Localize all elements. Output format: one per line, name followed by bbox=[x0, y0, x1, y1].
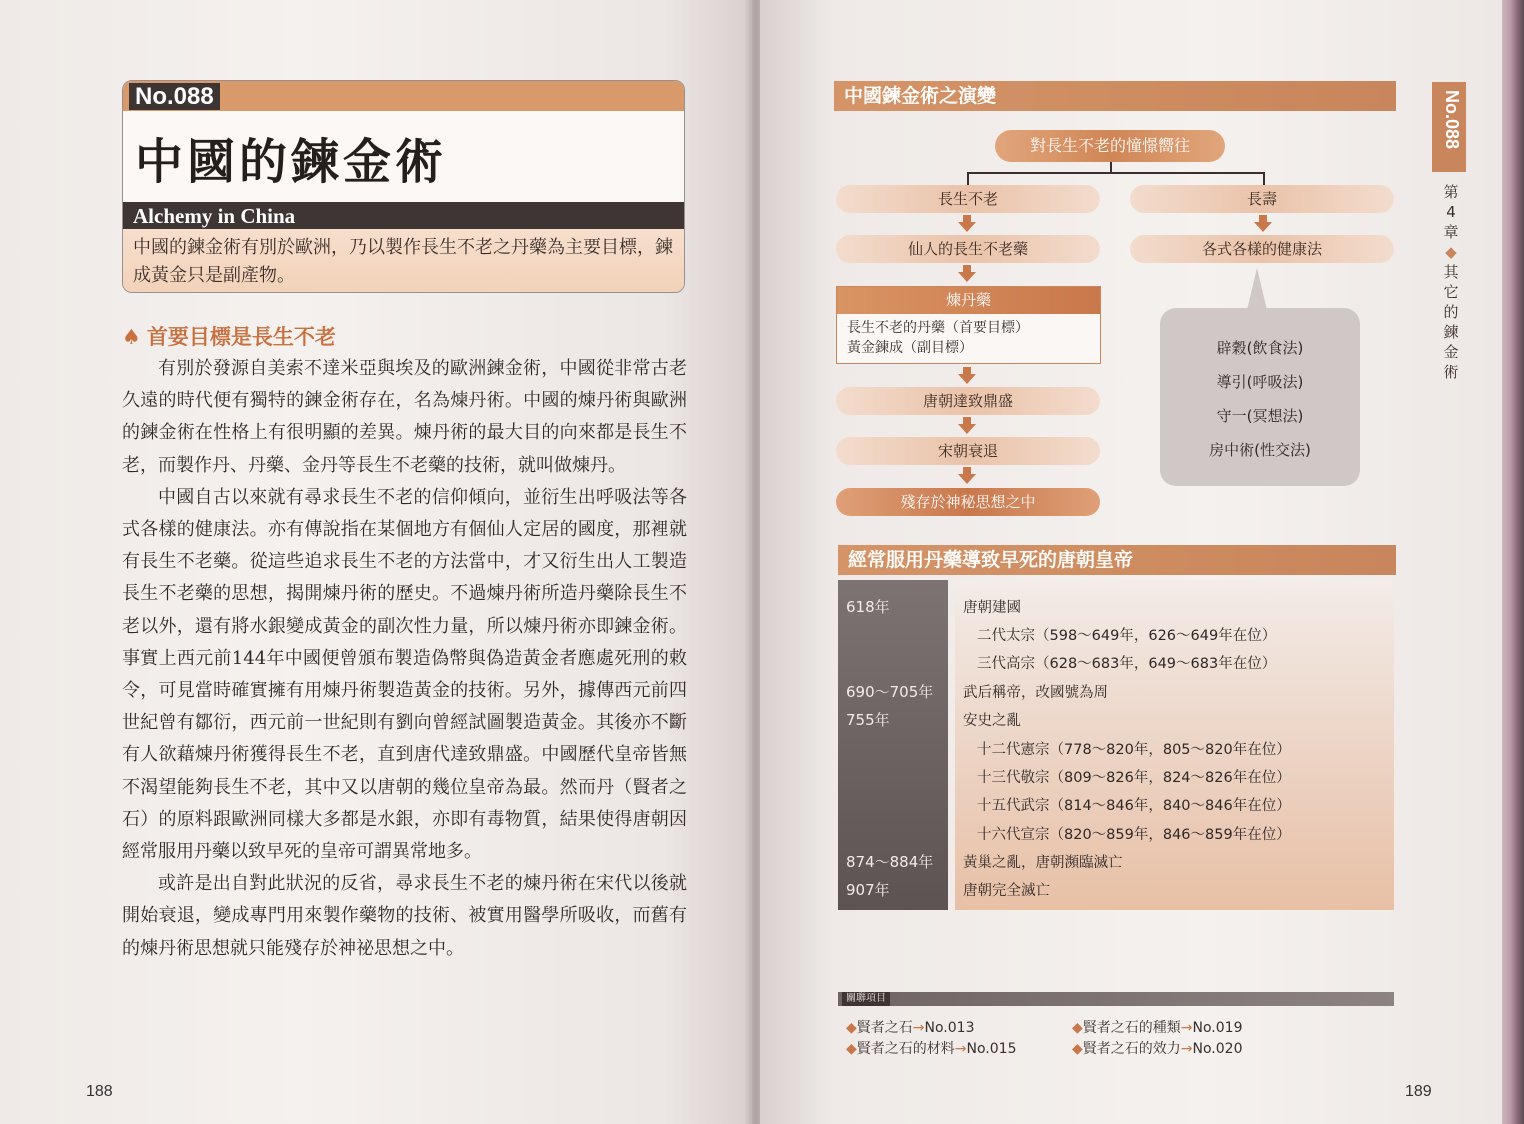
year-cell: 618年 bbox=[846, 598, 890, 616]
arrow-stem bbox=[963, 467, 971, 474]
event-cell: 十三代敬宗（809～826年，824～826年在位） bbox=[977, 770, 1291, 786]
node-tang-peak: 唐朝達致鼎盛 bbox=[836, 387, 1100, 415]
paragraph-2: 中國自古以來就有尋求長生不老的信仰傾向，並衍生出呼吸法等各式各樣的健康法。亦有傳說指在某個地方有個仙人定居的國度，那裡就有長生不老藥。從這些追求長生不老的方法當中，才又衍生出人工製造長生不老藥的思想，揭開煉丹術的歷史。不過煉丹術所造丹藥除長生不老以外，還有將水銀變成黃金的副次性力量，所以煉丹術亦即鍊金術。事實上西元前144年中國便曾頒布製造偽幣與偽造黃金者應處死刑的敕令，可見當時確實擁有用煉丹術製造黃金的技術。另外，據傳西元前四世紀曾有鄒衍，西元前一世紀則有劉向曾經試圖製造黃金。其後亦不斷有人欲藉煉丹術獲得長生不老，直到唐代達致鼎盛。中國歷代皇帝皆無不渴望能夠長生不老，其中又以唐朝的幾位皇帝為最。然而丹（賢者之石）的原料跟歐洲同樣大多都是水銀，亦即有毒物質，結果使得唐朝因經常服用丹藥以致早死的皇帝可謂異常地多。 bbox=[122, 486, 687, 863]
method-item: 房中術(性交法) bbox=[1209, 441, 1311, 459]
related-link-name: 賢者之石 bbox=[856, 1020, 913, 1036]
node-remain-mystic: 殘存於神秘思想之中 bbox=[836, 488, 1100, 516]
page-title: 中國的鍊金術 bbox=[135, 134, 448, 190]
related-link[interactable] bbox=[846, 1017, 974, 1037]
arrow-stem bbox=[963, 417, 971, 424]
down-arrow-icon bbox=[958, 222, 976, 232]
diamond-icon: ◆ bbox=[846, 1020, 857, 1036]
arrow-right-icon: → bbox=[1180, 1041, 1193, 1057]
side-chapter-char: 4 bbox=[1446, 203, 1456, 221]
diamond-icon: ◆ bbox=[1072, 1020, 1083, 1036]
down-arrow-icon bbox=[958, 474, 976, 484]
diagram-root: 對長生不老的憧憬嚮往 bbox=[995, 130, 1225, 162]
related-link[interactable] bbox=[1072, 1038, 1242, 1058]
diamond-icon: ◆ bbox=[1072, 1041, 1083, 1057]
section-heading bbox=[122, 321, 336, 351]
node-alchemy-title: 煉丹藥 bbox=[837, 287, 1100, 314]
english-title: Alchemy in China bbox=[133, 204, 296, 228]
related-link-name: 賢者之石的材料 bbox=[856, 1041, 955, 1057]
event-cell: 武后稱帝，改國號為周 bbox=[963, 685, 1108, 701]
table-header: 經常服用丹藥導致早死的唐朝皇帝 bbox=[838, 545, 1396, 575]
side-chapter-char: 的 bbox=[1443, 303, 1459, 321]
related-items-bar bbox=[838, 992, 1394, 1006]
side-tab bbox=[1432, 82, 1466, 172]
related-link-name: 賢者之石的種類 bbox=[1082, 1020, 1181, 1036]
method-item: 守一(冥想法) bbox=[1216, 407, 1304, 425]
diamond-icon: ◆ bbox=[1445, 243, 1457, 261]
alchemy-goal-secondary: 黃金鍊成（副目標） bbox=[847, 340, 973, 356]
related-link[interactable] bbox=[1072, 1017, 1242, 1037]
related-link-name: 賢者之石的效力 bbox=[1082, 1041, 1181, 1057]
side-chapter-char: 術 bbox=[1443, 363, 1459, 381]
section-heading-text: 首要目標是長生不老 bbox=[146, 325, 336, 349]
event-cell: 安史之亂 bbox=[963, 713, 1021, 729]
related-link-number: No.015 bbox=[966, 1041, 1017, 1057]
arrow-stem bbox=[963, 265, 971, 272]
arrow-stem bbox=[963, 367, 971, 374]
years-column bbox=[838, 580, 948, 910]
arrow-right-icon: → bbox=[954, 1041, 967, 1057]
events-column bbox=[955, 580, 1394, 910]
arrow-stem bbox=[963, 215, 971, 222]
side-chapter-char: 第 bbox=[1443, 183, 1459, 201]
related-link-number: No.019 bbox=[1192, 1020, 1243, 1036]
page-number-left: 188 bbox=[86, 1083, 113, 1100]
side-tab-label: No.088 bbox=[1442, 90, 1462, 150]
emperor-table bbox=[838, 580, 1394, 910]
year-cell: 874～884年 bbox=[846, 853, 934, 871]
side-chapter bbox=[1440, 182, 1462, 382]
arrow-right-icon: → bbox=[912, 1020, 925, 1036]
connector-line bbox=[1263, 172, 1265, 186]
connector-line bbox=[967, 172, 1265, 174]
paragraph-3: 或許是出自對此狀況的反省，尋求長生不老的煉丹術在宋代以後就開始衰退，變成專門用來製作藥物的技術、被實用醫學所吸收，而舊有的煉丹術思想就只能殘存於神祕思想之中。 bbox=[122, 873, 687, 959]
left-page bbox=[0, 0, 752, 1124]
paragraph-1: 有別於發源自美索不達米亞與埃及的歐洲鍊金術，中國從非常古老久遠的時代便有獨特的鍊金術存在，名為煉丹術。中國的煉丹術與歐洲的鍊金術在性格上有很明顯的差異。煉丹術的最大目的向來都是長生不老，而製作丹、丹藥、金丹等長生不老藥的技術，就叫做煉丹。 bbox=[122, 358, 687, 476]
method-item: 導引(呼吸法) bbox=[1216, 373, 1304, 391]
down-arrow-icon bbox=[958, 374, 976, 384]
event-cell: 唐朝完全滅亡 bbox=[963, 883, 1050, 899]
year-cell: 690～705年 bbox=[846, 683, 934, 701]
year-cell: 755年 bbox=[846, 711, 890, 729]
node-alchemy-body bbox=[837, 314, 1100, 362]
node-longevity-immortal: 長生不老 bbox=[836, 185, 1100, 213]
node-song-decline: 宋朝衰退 bbox=[836, 437, 1100, 465]
event-cell: 黃巢之亂，唐朝瀕臨滅亡 bbox=[963, 855, 1123, 871]
related-link-number: No.020 bbox=[1192, 1041, 1243, 1057]
english-title-bar bbox=[123, 202, 684, 229]
entry-number: No.088 bbox=[129, 83, 220, 110]
node-immortal-elixir: 仙人的長生不老藥 bbox=[836, 235, 1100, 263]
side-chapter-char: 其 bbox=[1443, 263, 1459, 281]
bubble-tail bbox=[1247, 268, 1267, 310]
spade-icon: ♠ bbox=[122, 325, 141, 349]
arrow-right-icon: → bbox=[1180, 1020, 1193, 1036]
title-box bbox=[122, 80, 685, 293]
down-arrow-icon bbox=[958, 424, 976, 434]
node-long-life: 長壽 bbox=[1130, 185, 1394, 213]
event-cell: 唐朝建國 bbox=[963, 600, 1021, 616]
down-arrow-icon bbox=[1254, 222, 1272, 232]
side-chapter-char: 金 bbox=[1443, 343, 1459, 361]
diagram-header: 中國鍊金術之演變 bbox=[834, 81, 1396, 111]
arrow-stem bbox=[1259, 215, 1267, 222]
side-chapter-char: 章 bbox=[1443, 223, 1459, 241]
page-number-right: 189 bbox=[1405, 1083, 1432, 1100]
side-chapter-char: 它 bbox=[1443, 283, 1459, 301]
related-link[interactable] bbox=[846, 1038, 1016, 1058]
book-page-edge bbox=[1502, 0, 1524, 1124]
connector-line bbox=[967, 172, 969, 186]
node-health-methods: 各式各樣的健康法 bbox=[1130, 235, 1394, 263]
method-item: 辟穀(飲食法) bbox=[1216, 339, 1304, 357]
side-chapter-char: 鍊 bbox=[1443, 323, 1459, 341]
year-cell: 907年 bbox=[846, 881, 890, 899]
down-arrow-icon bbox=[958, 272, 976, 282]
diamond-icon: ◆ bbox=[846, 1041, 857, 1057]
alchemy-goal-primary: 長生不老的丹藥（首要目標） bbox=[847, 320, 1029, 336]
event-cell: 十五代武宗（814～846年，840～846年在位） bbox=[977, 798, 1291, 814]
event-cell: 三代高宗（628～683年，649～683年在位） bbox=[977, 656, 1277, 672]
event-cell: 二代太宗（598～649年，626～649年在位） bbox=[977, 628, 1277, 644]
body-text bbox=[122, 353, 687, 965]
event-cell: 十六代宣宗（820～859年，846～859年在位） bbox=[977, 827, 1291, 843]
related-link-number: No.013 bbox=[924, 1020, 975, 1036]
node-alchemy-box bbox=[836, 286, 1101, 364]
related-items-label: 關聯項目 bbox=[842, 992, 890, 1006]
event-cell: 十二代憲宗（778～820年，805～820年在位） bbox=[977, 742, 1291, 758]
summary-text: 中國的鍊金術有別於歐洲，乃以製作長生不老之丹藥為主要目標，鍊成黃金只是副產物。 bbox=[133, 237, 673, 286]
